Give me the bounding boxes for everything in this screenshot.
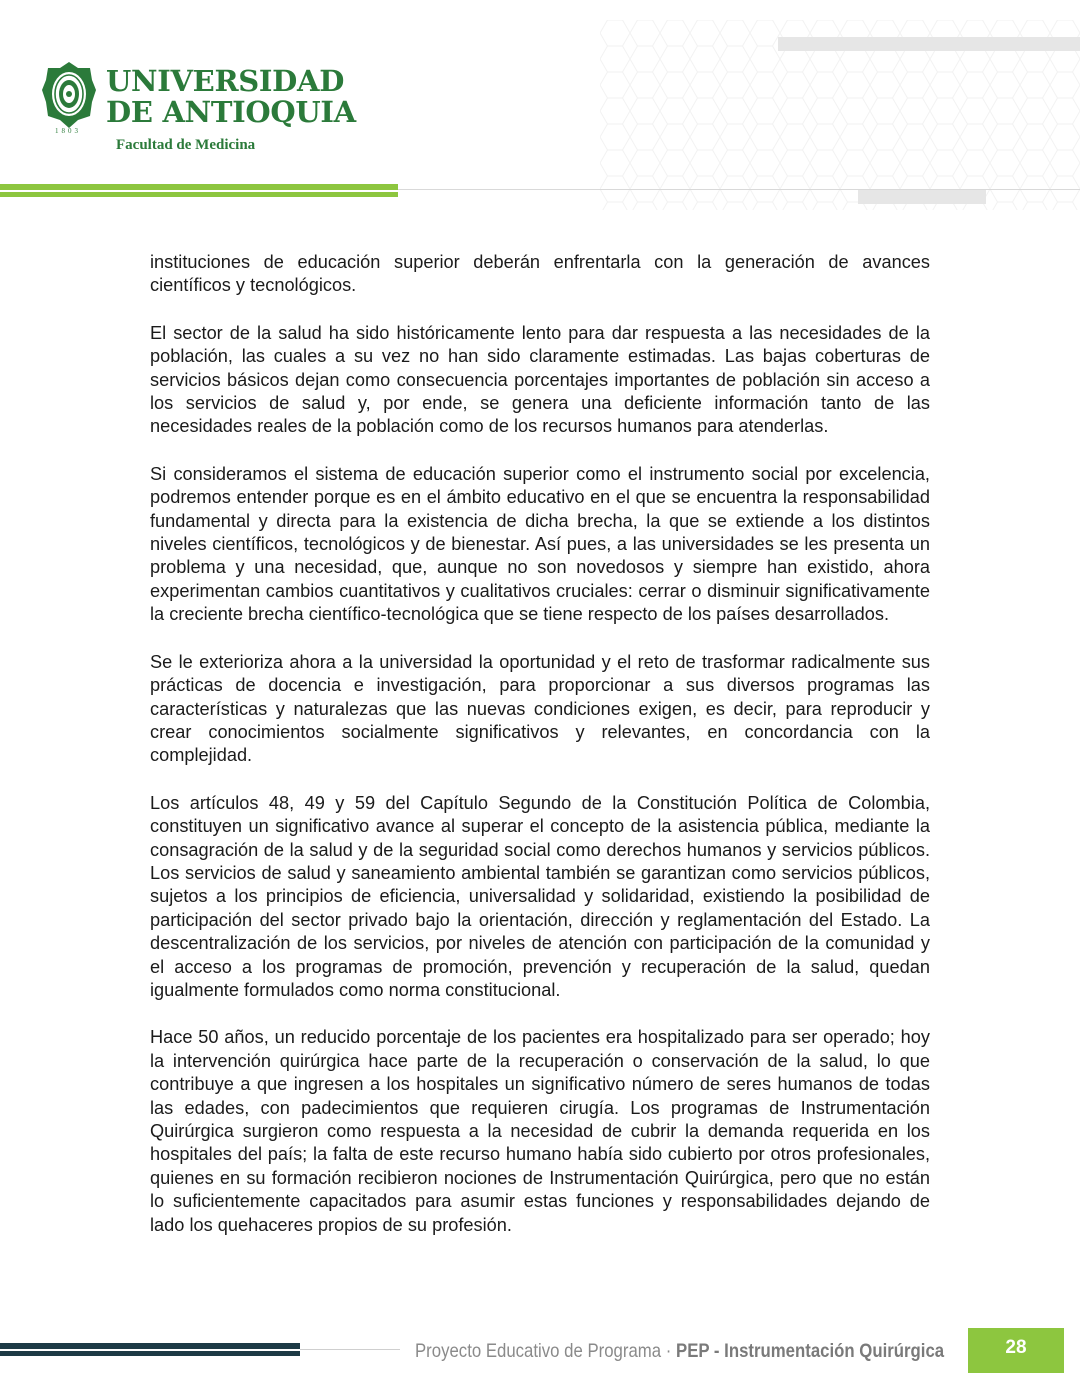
header-gray-bar xyxy=(778,37,1080,51)
header-green-stripe-2 xyxy=(0,192,398,197)
footer-separator: · xyxy=(661,1340,677,1362)
faculty-name: Facultad de Medicina xyxy=(116,137,256,153)
seal-year: 1803 xyxy=(55,127,81,135)
university-name xyxy=(106,66,356,128)
footer-rule xyxy=(300,1349,400,1350)
footer-dash: - xyxy=(709,1340,725,1362)
page-header xyxy=(0,0,1080,215)
university-seal-icon xyxy=(40,60,98,132)
footer-doc-title: Proyecto Educativo de Programa xyxy=(415,1340,662,1362)
paragraph: Los artículos 48, 49 y 59 del Capítulo Segundo de la Constitución Política de Colombia, constituyen un significativo avance al superar el concepto de la asistencia pública, mediante la consagración de la salud y de la seguridad social como derechos humanos y servicios públicos. Los servicios de salud y saneamiento ambiental también se garantizan como servicios públicos, sujetos a los principios de eficiencia, universalidad y solidaridad, existiendo la posibilidad de participación del sector privado bajo la orientación, dirección y reglamentación del Estado. La descentralización de los servicios, por niveles de atención con participación de la comunidad y el acceso a los programas de promoción, prevención y recuperación de la salud, quedan igualmente formulados como norma constitucional. xyxy=(150,792,930,1000)
paragraph: Hace 50 años, un reducido porcentaje de los pacientes era hospitalizado para ser operado; hoy la intervención quirúrgica hace parte de la recuperación o conservación de la salud, lo que contribuye a que ingresen a los hospitales un significativo número de seres humanos de todas las edades, con padecimientos que requieren cirugía. Los programas de Instrumentación Quirúrgica surgieron como respuesta a la necesidad de cubrir la demanda requerida en los hospitales del país; la falta de este recurso humano había sido cubierto por otros profesionales, quienes en su formación recibieron nociones de Instrumentación Quirúrgica, pero que no están lo suficientemente capacitados para asumir estas funciones y responsabilidades dejando de lado los quehaceres propios de su profesión. xyxy=(150,1027,930,1235)
header-rule xyxy=(398,189,1080,190)
header-green-stripe xyxy=(0,184,398,190)
paragraph: instituciones de educación superior deberán enfrentarla con la generación de avances científicos y tecnológicos. xyxy=(150,252,930,296)
footer-program: Instrumentación Quirúrgica xyxy=(724,1340,945,1362)
footer-stripe xyxy=(0,1343,300,1349)
footer-acronym: PEP xyxy=(676,1340,710,1362)
document-body xyxy=(150,251,930,1261)
header-gray-bar-lower xyxy=(858,190,986,204)
paragraph: El sector de la salud ha sido históricamente lento para dar respuesta a las necesidades de la población, las cuales a su vez no han sido claramente estimadas. Las bajas coberturas de servicios básicos dejan como consecuencia porcentajes importantes de población sin acceso a los servicios de salud y, por ende, se genera una deficiente información tanto de las necesidades reales de la población como de los recursos humanos para atenderlas. xyxy=(150,322,930,437)
university-name-line2: DE ANTIOQUIA xyxy=(106,95,356,129)
university-name-line1: UNIVERSIDAD xyxy=(106,64,345,98)
footer-title xyxy=(415,1340,944,1363)
footer-stripe-2 xyxy=(0,1351,300,1356)
page-number: 28 xyxy=(968,1328,1064,1373)
paragraph: Se le exterioriza ahora a la universidad la oportunidad y el reto de trasformar radicalmente sus prácticas de docencia e investigación, para proporcionar a sus diversos programas las características y naturalezas que las nuevas condiciones exigen, es decir, para reproducir y crear conocimientos socialmente significativos y relevantes, en concordancia con la complejidad. xyxy=(150,651,930,766)
paragraph: Si consideramos el sistema de educación superior como el instrumento social por excelencia, podremos entender porque es en el ámbito educativo en el que se encuentra la responsabilidad fundamental y directa para la existencia de dicha brecha, la que se extiende a los distintos niveles científicos, tecnológicos y de bienestar. Así pues, a las universidades se les presenta un problema y una necesidad, que, aunque no son novedosos y siempre han existido, ahora experimentan cambios cuantitativos y cualitativos cruciales: cerrar o disminuir significativamente la creciente brecha científico-tecnológica que se tiene respecto de los países desarrollados. xyxy=(150,463,930,625)
